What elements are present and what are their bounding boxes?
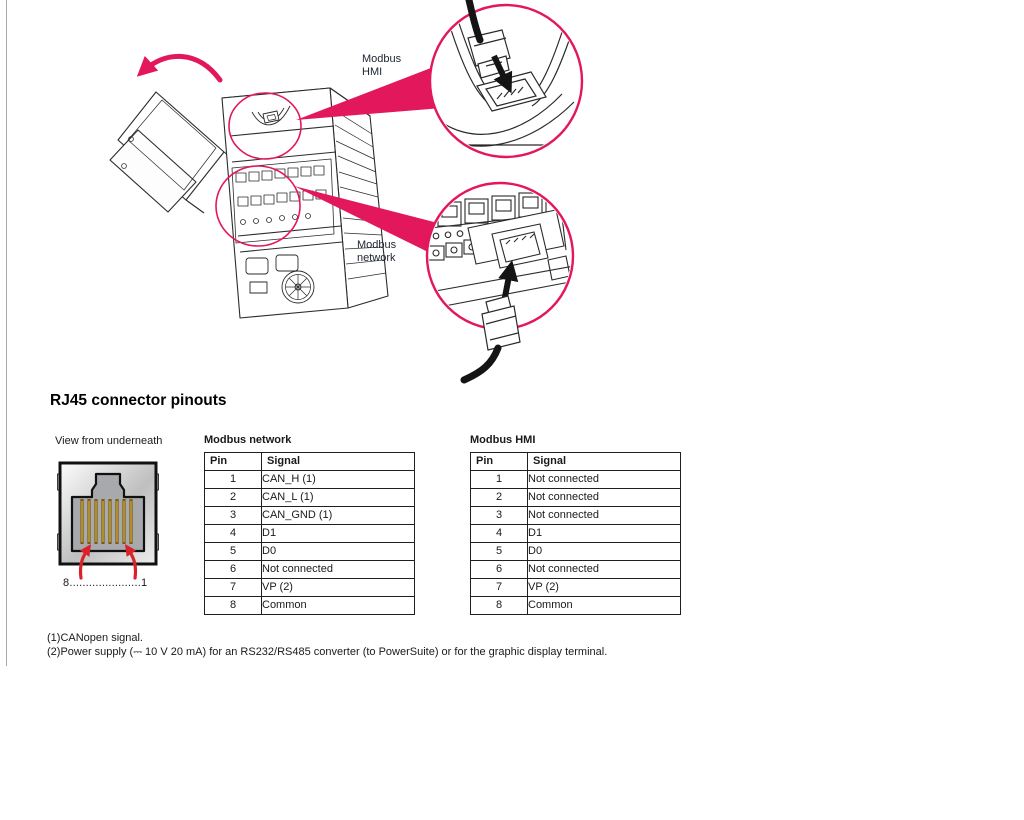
label-line: Modbus [357, 239, 397, 251]
column-header-pin: Pin [205, 453, 262, 471]
label-line: Modbus [362, 53, 402, 65]
column-header-signal: Signal [528, 453, 681, 471]
modbus-hmi-table-section [470, 434, 680, 615]
table-row [205, 507, 415, 525]
table-row [471, 543, 681, 561]
table-row [205, 471, 415, 489]
label-line: HMI [362, 66, 383, 78]
pin-cell: 6 [205, 561, 262, 579]
cable-bottom [464, 348, 498, 380]
table-row [471, 507, 681, 525]
pin-cell: 5 [205, 543, 262, 561]
signal-cell: D1 [528, 525, 681, 543]
pin-cell: 2 [471, 489, 528, 507]
table-title-modbus-network: Modbus network [204, 434, 292, 446]
table-title-modbus-hmi: Modbus HMI [470, 434, 536, 446]
pinout-table-modbus-network [204, 452, 415, 615]
view-from-underneath-label: View from underneath [55, 435, 163, 447]
modbus-network-table-section [204, 434, 414, 615]
table-header-row [205, 453, 415, 471]
table-row [471, 579, 681, 597]
signal-cell: CAN_H (1) [262, 471, 415, 489]
pin-cell: 3 [471, 507, 528, 525]
signal-cell: D0 [262, 543, 415, 561]
pinout-table-modbus-hmi [470, 452, 681, 615]
section-heading: RJ45 connector pinouts [50, 392, 227, 409]
signal-cell: Common [528, 597, 681, 615]
signal-cell: D1 [262, 525, 415, 543]
table-header-row [471, 453, 681, 471]
signal-cell: Not connected [528, 489, 681, 507]
signal-cell: CAN_L (1) [262, 489, 415, 507]
cover-open-arrow [142, 56, 220, 80]
signal-cell: D0 [528, 543, 681, 561]
table-row [471, 597, 681, 615]
signal-cell: Not connected [262, 561, 415, 579]
callout-bottom-modbus-network [427, 183, 575, 380]
table-row [471, 489, 681, 507]
table-row [471, 561, 681, 579]
signal-cell: Common [262, 597, 415, 615]
table-row [205, 543, 415, 561]
pin-cell: 2 [205, 489, 262, 507]
signal-cell: VP (2) [262, 579, 415, 597]
footnote-2: (2)Power supply (⎓ 10 V 20 mA) for an RS232/RS485 converter (to PowerSuite) or for the graphic display terminal. [47, 645, 608, 658]
pin-cell: 1 [471, 471, 528, 489]
pin-range-label: 8......................1 [63, 577, 148, 589]
signal-cell: Not connected [528, 471, 681, 489]
column-header-pin: Pin [471, 453, 528, 471]
footnote-1: (1)CANopen signal. [47, 632, 143, 644]
table-row [205, 561, 415, 579]
pin-cell: 3 [205, 507, 262, 525]
signal-cell: Not connected [528, 561, 681, 579]
rj45-connector-illustration [57, 460, 159, 582]
pin-cell: 8 [471, 597, 528, 615]
callout-top-modbus-hmi [430, 0, 582, 157]
drive-connection-illustration [0, 0, 1024, 386]
signal-cell: VP (2) [528, 579, 681, 597]
pin-cell: 8 [205, 597, 262, 615]
pin-cell: 4 [205, 525, 262, 543]
table-row [205, 525, 415, 543]
pin-cell: 6 [471, 561, 528, 579]
table-row [471, 471, 681, 489]
table-row [205, 489, 415, 507]
callout-label-modbus-network [357, 239, 396, 265]
signal-cell: Not connected [528, 507, 681, 525]
drive-open-cover [110, 92, 238, 213]
table-row [471, 525, 681, 543]
table-row [205, 597, 415, 615]
footnotes [47, 632, 607, 659]
column-header-signal: Signal [262, 453, 415, 471]
pin-cell: 7 [205, 579, 262, 597]
pin-cell: 7 [471, 579, 528, 597]
pin-cell: 5 [471, 543, 528, 561]
signal-cell: CAN_GND (1) [262, 507, 415, 525]
label-line: network [357, 252, 396, 264]
pin-cell: 1 [205, 471, 262, 489]
callout-label-modbus-hmi [362, 53, 401, 79]
table-row [205, 579, 415, 597]
pin-cell: 4 [471, 525, 528, 543]
